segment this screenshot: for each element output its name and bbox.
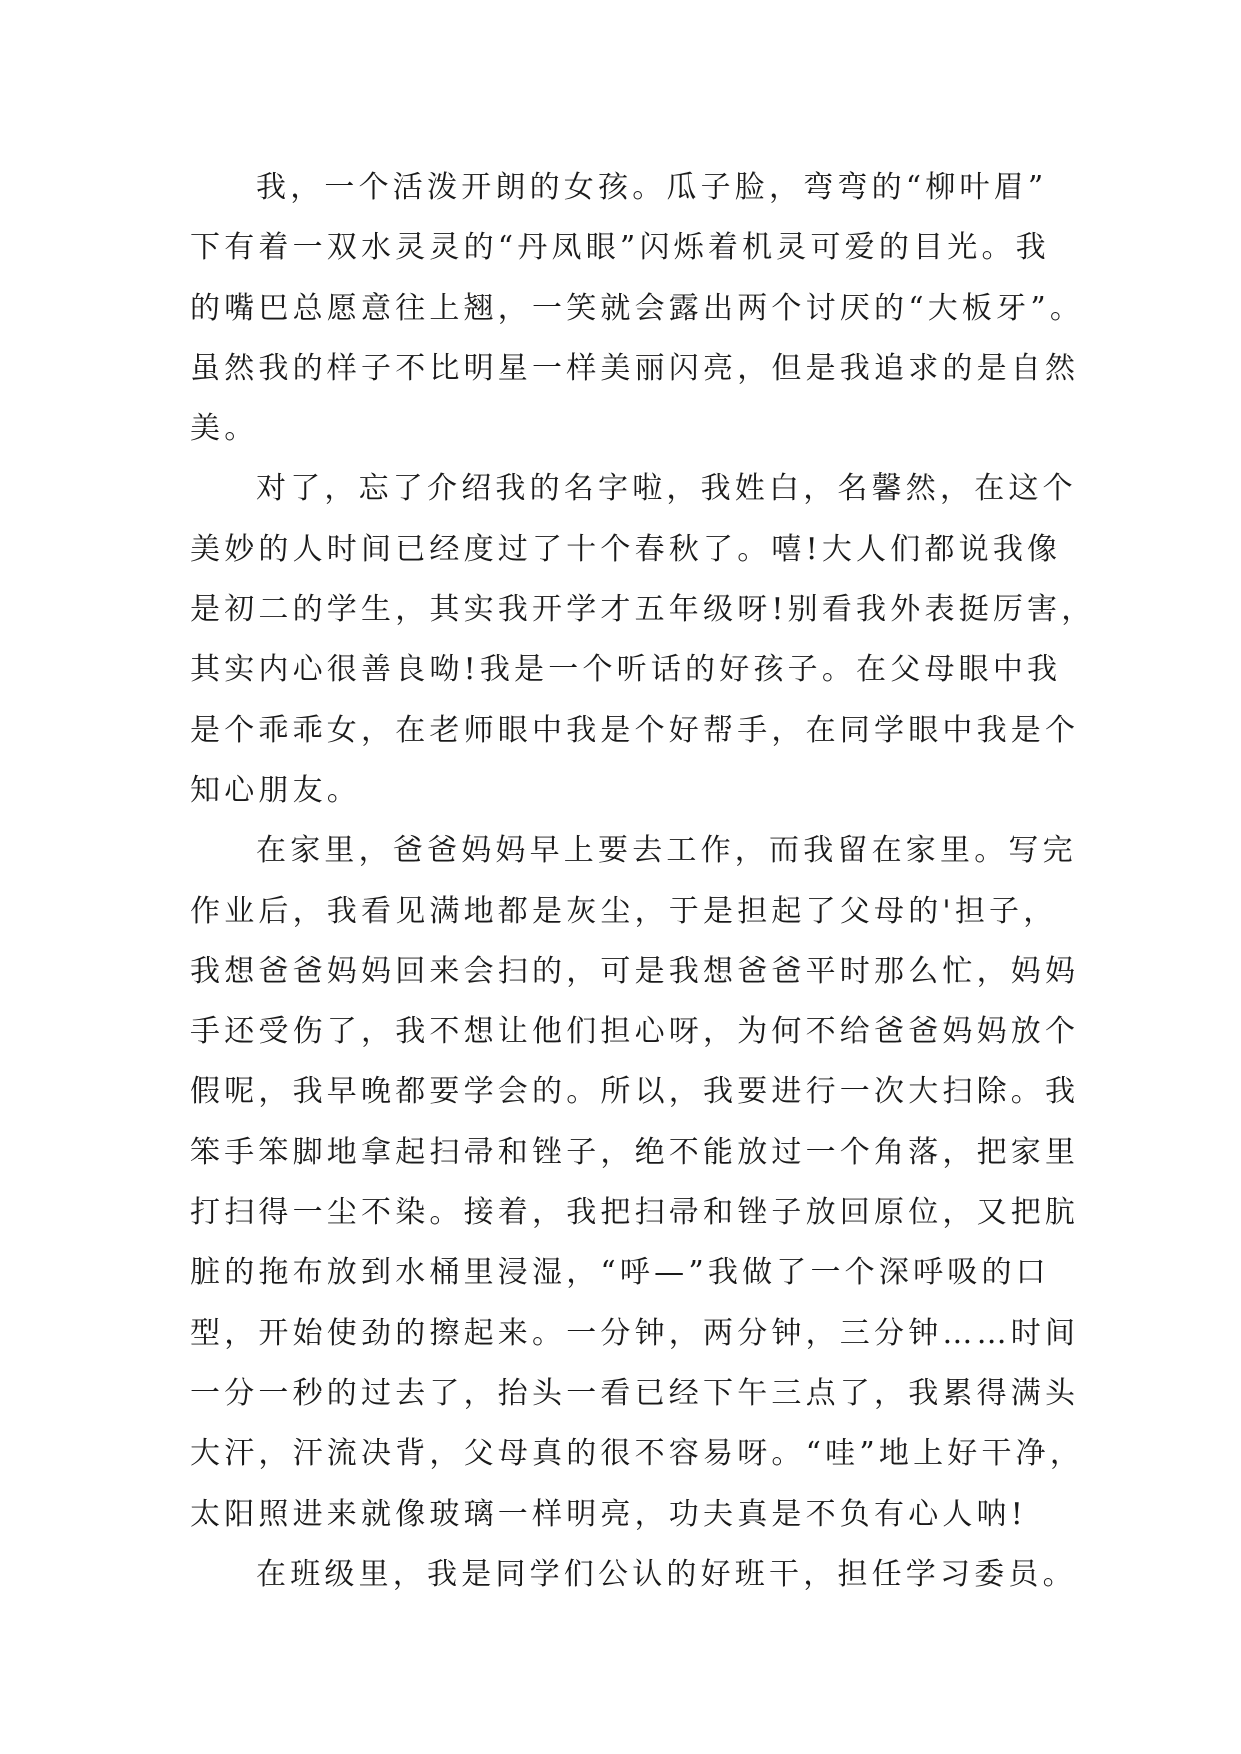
paragraph-1-line-5: 美。 <box>190 411 259 447</box>
paragraph-3-line-7: 打扫得一尘不染。接着，我把扫帚和锉子放回原位，又把肮 <box>190 1195 1080 1231</box>
paragraph-2-line-6: 知心朋友。 <box>190 772 361 808</box>
paragraph-3-line-6: 笨手笨脚地拿起扫帚和锉子，绝不能放过一个角落，把家里 <box>190 1134 1080 1170</box>
paragraph-3-line-11: 大汗，汗流决背，父母真的很不容易呀。“哇”地上好干净， <box>190 1436 1085 1472</box>
document-body <box>190 158 1096 1605</box>
paragraph-2-line-5: 是个乖乖女，在老师眼中我是个好帮手，在同学眼中我是个 <box>190 712 1080 748</box>
paragraph-3-line-5: 假呢，我早晚都要学会的。所以，我要进行一次大扫除。我 <box>190 1074 1080 1110</box>
paragraph-1-line-2: 下有着一双水灵灵的“丹凤眼”闪烁着机灵可爱的目光。我 <box>190 230 1050 266</box>
paragraph-3-line-1: 在家里，爸爸妈妈早上要去工作，而我留在家里。写完 <box>256 833 1077 869</box>
paragraph-3-line-12: 太阳照进来就像玻璃一样明亮，功夫真是不负有心人呐! <box>190 1496 1028 1532</box>
paragraph-3-line-10: 一分一秒的过去了，抬头一看已经下午三点了，我累得满头 <box>190 1375 1080 1411</box>
paragraph-3-line-9: 型，开始使劲的擦起来。一分钟，两分钟，三分钟……时间 <box>190 1315 1080 1351</box>
paragraph-2-line-4: 其实内心很善良呦!我是一个听话的好孩子。在父母眼中我 <box>190 652 1062 688</box>
paragraph-1-line-4: 虽然我的样子不比明星一样美丽闪亮，但是我追求的是自然 <box>190 350 1080 386</box>
paragraph-3-line-8: 脏的拖布放到水桶里浸湿，“呼—”我做了一个深呼吸的口 <box>190 1255 1050 1291</box>
paragraph-3-line-4: 手还受伤了，我不想让他们担心呀，为何不给爸爸妈妈放个 <box>190 1014 1080 1050</box>
paragraph-3-line-2: 作业后，我看见满地都是灰尘，于是担起了父母的'担子， <box>190 893 1058 929</box>
paragraph-3-line-3: 我想爸爸妈妈回来会扫的，可是我想爸爸平时那么忙，妈妈 <box>190 953 1080 989</box>
paragraph-1-line-3: 的嘴巴总愿意往上翘，一笑就会露出两个讨厌的“大板牙”。 <box>190 290 1085 326</box>
paragraph-2-line-2: 美妙的人时间已经度过了十个春秋了。嘻!大人们都说我像 <box>190 531 1062 567</box>
paragraph-4-line-1: 在班级里，我是同学们公认的好班干，担任学习委员。 <box>256 1556 1077 1592</box>
paragraph-1-line-1: 我，一个活泼开朗的女孩。瓜子脸，弯弯的“柳叶眉” <box>256 170 1048 205</box>
paragraph-2-line-3: 是初二的学生，其实我开学才五年级呀!别看我外表挺厉害， <box>190 592 1096 628</box>
paragraph-2-line-1: 对了，忘了介绍我的名字啦，我姓白，名馨然，在这个 <box>256 471 1077 507</box>
